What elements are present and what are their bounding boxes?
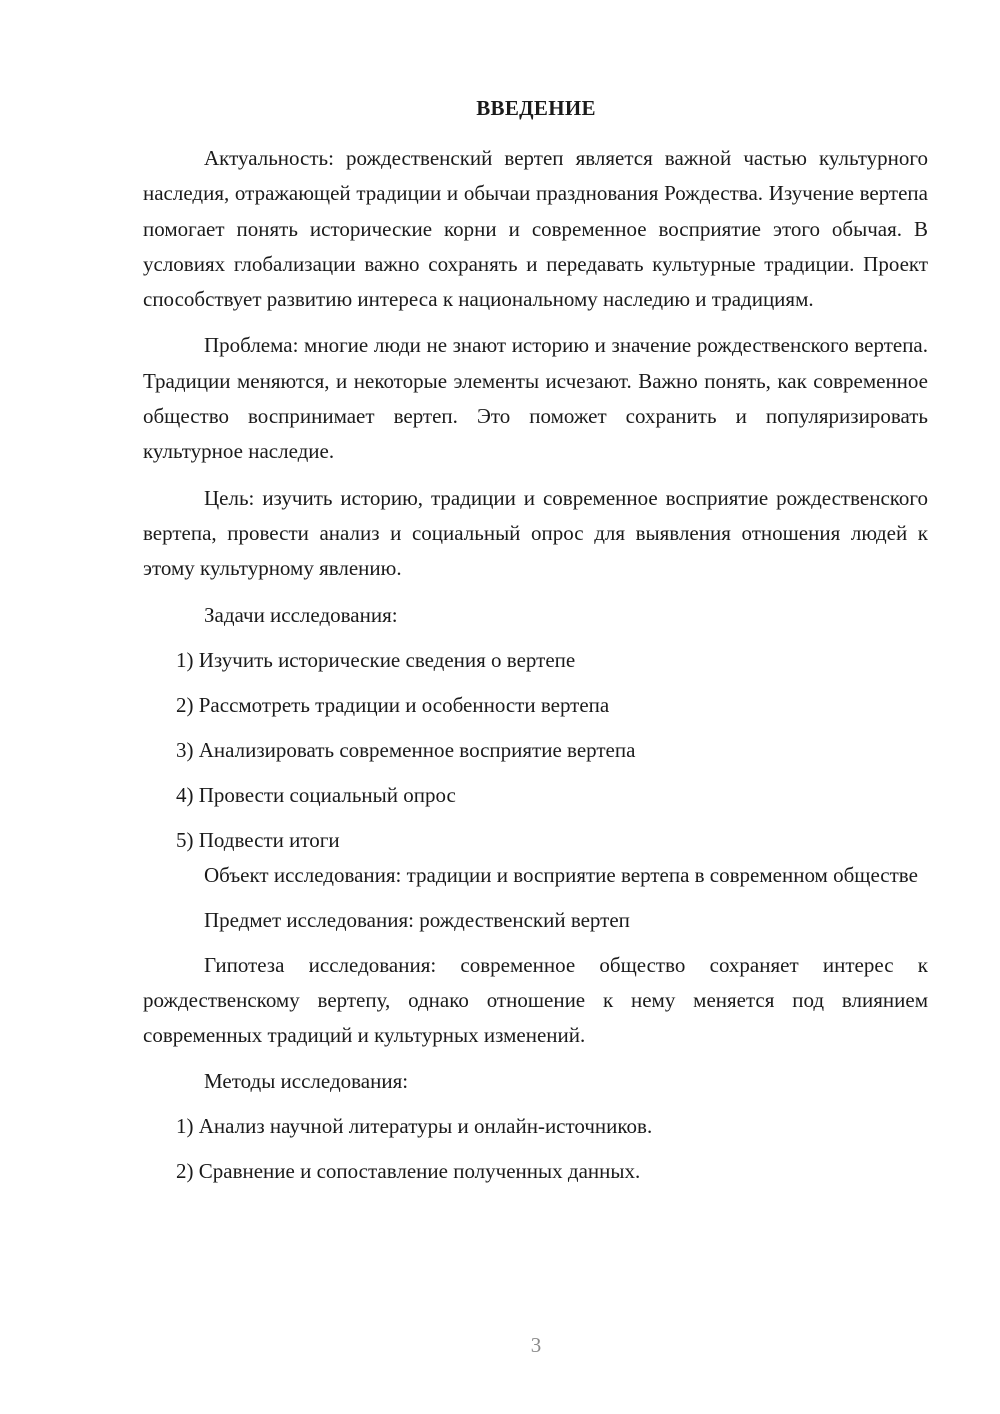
task-item: 3) Анализировать современное восприятие вертепа	[176, 737, 636, 762]
document-body	[143, 141, 928, 1199]
page-number: 3	[530, 1333, 542, 1357]
method-item: 1) Анализ научной литературы и онлайн-источников.	[176, 1113, 653, 1138]
relevance-paragraph: Актуальность: рождественский вертеп является важной частью культурного наследия, отражающей традиции и обычаи празднования Рождества. Изучение вертепа помогает понять исторические корни и современное восприятие этого обычая. В условиях глобализации важно сохранять и передавать культурные традиции. Проект способствует развитию интереса к национальному наследию и традициям.	[143, 146, 928, 312]
goal-paragraph: Цель: изучить историю, традиции и современное восприятие рождественского вертепа, провести анализ и социальный опрос для выявления отношения людей к этому культурному явлению.	[143, 485, 928, 581]
problem-paragraph: Проблема: многие люди не знают историю и значение рождественского вертепа. Традиции меняются, и некоторые элементы исчезают. Важно понять, как современное общество воспринимает вертеп. Это поможет сохранить и популяризировать культурное наследие.	[143, 333, 928, 464]
task-item: 4) Провести социальный опрос	[176, 782, 456, 807]
page-title: ВВЕДЕНИЕ	[476, 96, 596, 120]
task-item: 2) Рассмотреть традиции и особенности вертепа	[176, 692, 610, 717]
task-item: 1) Изучить исторические сведения о вертепе	[176, 647, 576, 672]
methods-heading: Методы исследования:	[204, 1068, 409, 1093]
tasks-heading: Задачи исследования:	[204, 602, 398, 627]
method-item: 2) Сравнение и сопоставление полученных данных.	[176, 1158, 641, 1183]
subject-line: Предмет исследования: рождественский вертеп	[204, 907, 630, 932]
hypothesis-paragraph: Гипотеза исследования: современное общество сохраняет интерес к рождественскому вертепу, однако отношение к нему меняется под влиянием современных традиций и культурных изменений.	[143, 952, 928, 1048]
object-paragraph: Объект исследования: традиции и восприятие вертепа в современном обществе	[204, 862, 918, 887]
task-item: 5) Подвести итоги	[176, 827, 340, 852]
